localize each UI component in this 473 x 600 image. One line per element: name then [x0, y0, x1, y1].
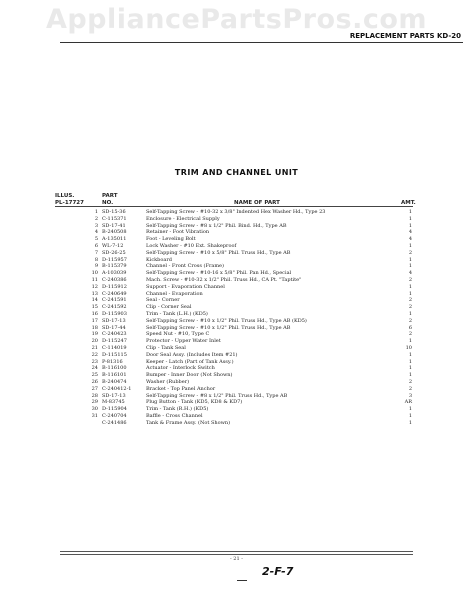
row-part-number: C-241486: [102, 419, 127, 426]
row-illus-number: 7: [94, 249, 98, 256]
row-illus-number: 4: [94, 229, 98, 236]
row-part-name: Bracket - Top Panel Anchor: [146, 385, 216, 392]
table-row: [0, 263, 473, 270]
table-row: [0, 311, 473, 318]
row-illus-number: 22: [91, 351, 98, 358]
row-amount: 1: [408, 290, 412, 297]
col-head-name: NAME OF PART: [234, 200, 280, 206]
row-part-name: Self-Tapping Screw - #10-16 x 5/8" Phil. Pan Hd., Special: [146, 270, 292, 277]
row-illus-number: 21: [91, 344, 98, 351]
col-head-illus-line2: PL-17727: [55, 200, 84, 206]
row-part-number: M-83745: [102, 399, 125, 406]
watermark: AppliancePartsPros.com: [45, 4, 428, 35]
col-head-amt: AMT.: [401, 200, 416, 206]
row-amount: 1: [408, 358, 412, 365]
row-illus-number: 23: [91, 358, 98, 365]
row-amount: 1: [408, 406, 412, 413]
row-part-number: SD-17-13: [102, 317, 126, 324]
table-row: [0, 318, 473, 325]
row-amount: 2: [408, 297, 412, 304]
row-part-number: SD-15-36: [102, 209, 126, 215]
table-row: [0, 331, 473, 338]
table-row: [0, 277, 473, 284]
row-part-name: Trim - Tank (R.H.) (KD5): [146, 406, 209, 413]
row-amount: 1: [408, 209, 412, 215]
table-row: [0, 257, 473, 264]
table-row: [0, 250, 473, 257]
row-part-number: SD-17-13: [102, 392, 126, 399]
page-number: - 21 -: [230, 556, 243, 562]
row-amount: 1: [408, 215, 412, 222]
row-amount: 1: [408, 338, 412, 345]
row-part-name: Support - Evaporation Channel: [146, 283, 225, 290]
row-amount: 2: [408, 249, 412, 256]
row-amount: 2: [408, 378, 412, 385]
row-amount: 4: [408, 229, 412, 236]
row-amount: 10: [405, 344, 412, 351]
row-amount: 1: [408, 419, 412, 426]
table-row: [0, 399, 473, 406]
row-amount: 4: [408, 236, 412, 243]
col-head-part-line2: NO.: [102, 200, 114, 206]
row-illus-number: 18: [91, 324, 98, 331]
row-illus-number: 9: [94, 263, 98, 270]
row-part-name: Washer (Rubber): [146, 378, 190, 385]
table-row: [0, 229, 473, 236]
row-part-name: Kickboard: [146, 256, 172, 263]
row-part-name: Self-Tapping Screw - #8 x 1/2" Phil. Bind. Hd., Type AB: [146, 222, 287, 229]
row-part-number: B-115379: [102, 263, 127, 270]
row-part-number: SD-26-25: [102, 249, 126, 256]
row-illus-number: 19: [91, 331, 98, 338]
row-part-number: D-115904: [102, 406, 127, 413]
row-part-name: Foot - Leveling Bolt: [146, 236, 196, 243]
row-amount: 2: [408, 276, 412, 283]
row-part-number: SD-17-44: [102, 324, 126, 331]
table-row: [0, 338, 473, 345]
row-part-name: Clip - Corner Seal: [146, 304, 192, 311]
row-part-number: C-240412-1: [102, 385, 132, 392]
table-row: [0, 216, 473, 223]
col-head-part-line1: PART: [102, 193, 118, 199]
row-part-number: A-103039: [102, 270, 127, 277]
row-part-name: Door Seal Assy. (Includes Item #21): [146, 351, 238, 358]
table-row: [0, 413, 473, 420]
row-part-name: Actuator - Interlock Switch: [146, 365, 215, 372]
row-illus-number: 17: [91, 317, 98, 324]
row-part-number: D-115912: [102, 283, 127, 290]
row-illus-number: 12: [91, 283, 98, 290]
section-title: TRIM AND CHANNEL UNIT: [174, 168, 299, 177]
row-part-name: Self-Tapping Screw - #10-32 x 3/8" Indented Hex Washer Hd., Type 23: [146, 209, 326, 215]
row-part-number: A-135011: [102, 236, 127, 243]
row-amount: 1: [408, 242, 412, 249]
table-row: [0, 406, 473, 413]
table-row: [0, 325, 473, 332]
row-part-number: WL-7-12: [102, 242, 124, 249]
row-part-name: Self-Tapping Screw - #8 x 1/2" Phil. Truss Hd., Type AB: [146, 392, 288, 399]
row-part-name: Clip - Tank Seal: [146, 344, 186, 351]
row-illus-number: 27: [91, 385, 98, 392]
row-part-name: Mach. Screw - #10-32 x 1/2" Phil. Truss Hd., CA Pt. "Taptite": [146, 276, 302, 283]
row-illus-number: 26: [91, 378, 98, 385]
row-part-name: Self-Tapping Screw - #10 x 5/8" Phil. Truss Hd., Type AB: [146, 249, 291, 256]
row-amount: 1: [408, 256, 412, 263]
table-row: [0, 209, 473, 216]
row-part-name: Protector - Upper Water Inlet: [146, 338, 221, 345]
row-illus-number: 29: [91, 399, 98, 406]
footer-rule: [60, 554, 413, 555]
row-illus-number: 16: [91, 310, 98, 317]
row-part-number: B-240474: [102, 378, 127, 385]
row-amount: 2: [408, 317, 412, 324]
row-part-name: Baffle - Cross Channel: [146, 412, 203, 419]
row-part-name: Retainer - Foot Vibration: [146, 229, 210, 236]
table-row: [0, 236, 473, 243]
row-part-number: C-241591: [102, 297, 127, 304]
row-part-name: Bumper - Inner Door (Not Shown): [146, 372, 233, 379]
row-part-name: Channel - Evaporation: [146, 290, 203, 297]
header-divider: [55, 206, 413, 207]
row-part-number: C-240386: [102, 276, 127, 283]
handwritten-note: 2-F-7: [262, 565, 294, 578]
table-row: [0, 372, 473, 379]
row-amount: 1: [408, 412, 412, 419]
row-amount: 2: [408, 331, 412, 338]
table-row: [0, 365, 473, 372]
table-row: [0, 291, 473, 298]
parts-table: [0, 209, 473, 427]
row-part-name: Trim - Tank (L.H.) (KD5): [146, 310, 208, 317]
row-part-name: Self-Tapping Screw - #10 x 1/2" Phil. Truss Hd., Type AB: [146, 324, 291, 331]
row-part-number: C-114019: [102, 344, 127, 351]
table-row: [0, 297, 473, 304]
row-amount: 1: [408, 263, 412, 270]
row-amount: 4: [408, 270, 412, 277]
row-amount: AR: [404, 399, 412, 406]
row-illus-number: 1: [94, 209, 98, 215]
row-part-number: B-116101: [102, 372, 127, 379]
row-part-number: D-115247: [102, 338, 127, 345]
row-part-name: Keeper - Latch (Part of Tank Assy.): [146, 358, 234, 365]
row-illus-number: 3: [94, 222, 98, 229]
col-head-illus: [55, 193, 84, 207]
row-illus-number: 13: [91, 290, 98, 297]
table-row: [0, 379, 473, 386]
bottom-mark: [237, 580, 247, 581]
table-row: [0, 304, 473, 311]
col-head-part: [102, 193, 118, 207]
row-part-number: C-240704: [102, 412, 127, 419]
row-amount: 2: [408, 304, 412, 311]
row-amount: 2: [408, 385, 412, 392]
row-illus-number: 24: [91, 365, 98, 372]
row-part-name: Seal - Corner: [146, 297, 180, 304]
table-row: [0, 420, 473, 427]
row-illus-number: 8: [94, 256, 98, 263]
row-part-number: B-240508: [102, 229, 127, 236]
row-illus-number: 6: [94, 242, 98, 249]
row-part-number: D-115903: [102, 310, 127, 317]
row-part-number: D-115957: [102, 256, 127, 263]
row-illus-number: 2: [94, 215, 98, 222]
row-illus-number: 20: [91, 338, 98, 345]
table-row: [0, 345, 473, 352]
row-part-number: C-115371: [102, 215, 127, 222]
row-part-number: D-115115: [102, 351, 127, 358]
row-part-number: SD-17-41: [102, 222, 126, 229]
row-illus-number: 11: [91, 276, 98, 283]
row-illus-number: 15: [91, 304, 98, 311]
row-amount: 1: [408, 372, 412, 379]
row-amount: 6: [408, 324, 412, 331]
row-part-number: P-81316: [102, 358, 123, 365]
row-part-number: C-240649: [102, 290, 127, 297]
footer-rule: [60, 551, 413, 552]
table-row: [0, 284, 473, 291]
row-amount: 1: [408, 365, 412, 372]
table-row: [0, 243, 473, 250]
row-illus-number: 10: [91, 270, 98, 277]
header-rule: [60, 42, 463, 43]
table-row: [0, 223, 473, 230]
row-part-name: Tank & Frame Assy. (Not Shown): [146, 419, 231, 426]
row-amount: 1: [408, 351, 412, 358]
row-part-name: Plug Button - Tank (KD5, KD8 & KD7): [146, 399, 243, 406]
row-illus-number: 28: [91, 392, 98, 399]
row-illus-number: 25: [91, 372, 98, 379]
row-illus-number: 14: [91, 297, 98, 304]
table-row: [0, 359, 473, 366]
row-part-name: Enclosure - Electrical Supply: [146, 215, 220, 222]
row-part-number: B-116100: [102, 365, 127, 372]
row-illus-number: 30: [91, 406, 98, 413]
col-head-illus-line1: ILLUS.: [55, 193, 75, 199]
row-part-name: Speed Nut - #10, Type C: [146, 331, 210, 338]
row-illus-number: 5: [94, 236, 98, 243]
table-row: [0, 270, 473, 277]
row-part-number: C-241592: [102, 304, 127, 311]
row-amount: 1: [408, 283, 412, 290]
row-amount: 1: [408, 222, 412, 229]
row-part-name: Lock Washer - #10 Ext. Shakeproof: [146, 242, 237, 249]
row-amount: 3: [408, 392, 412, 399]
header-title: REPLACEMENT PARTS KD-20: [349, 32, 461, 40]
row-part-number: C-240423: [102, 331, 127, 338]
row-part-name: Self-Tapping Screw - #10 x 1/2" Phil. Truss Hd., Type AB (KD5): [146, 317, 307, 324]
row-illus-number: 31: [91, 412, 98, 419]
table-row: [0, 386, 473, 393]
table-row: [0, 352, 473, 359]
row-amount: 1: [408, 310, 412, 317]
row-part-name: Channel - Front Cross (Frame): [146, 263, 224, 270]
